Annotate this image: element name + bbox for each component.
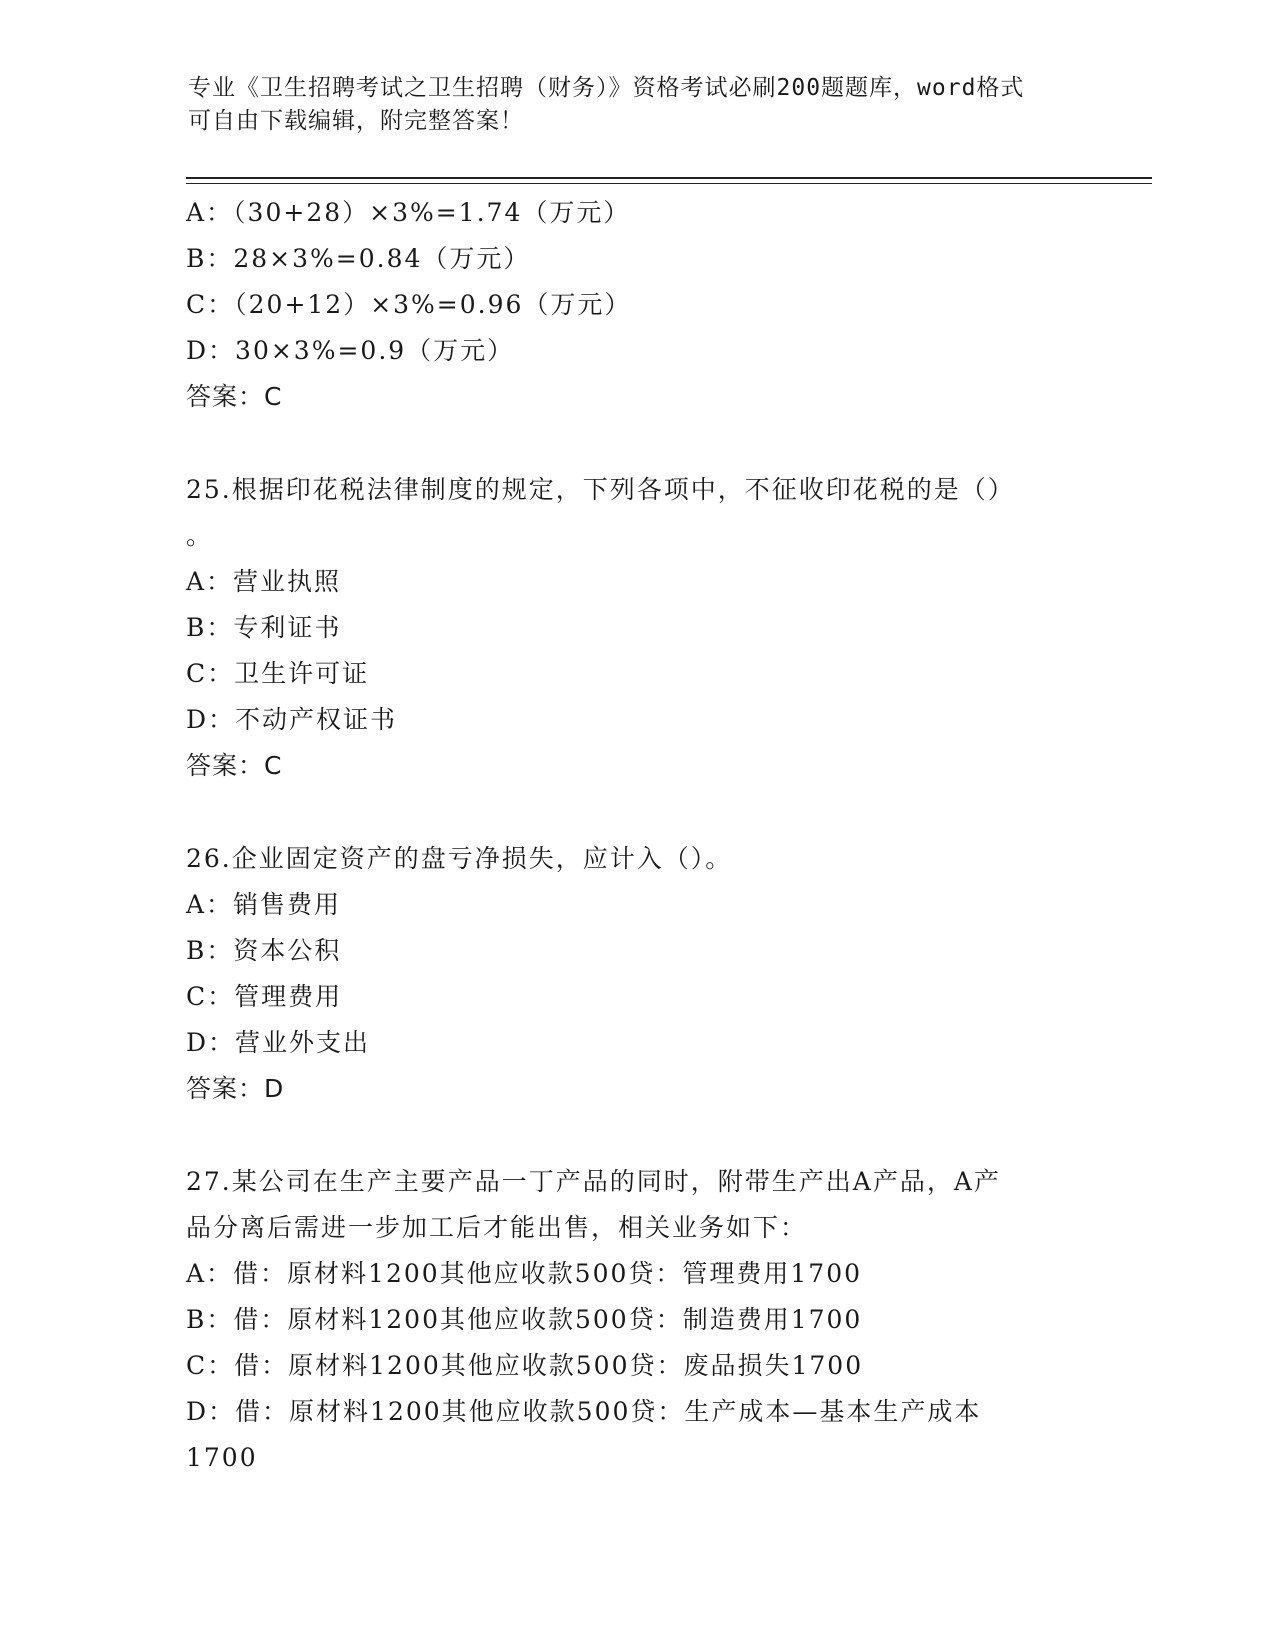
answer-label: 答案：C [186, 382, 283, 411]
option-b: B：资本公积 [186, 936, 342, 965]
answer-label: 答案：D [186, 1074, 285, 1103]
option-d-continued: 1700 [186, 1443, 258, 1472]
option-c: C：管理费用 [186, 982, 343, 1011]
option-c: C：卫生许可证 [186, 659, 370, 688]
header-line-2: 可自由下载编辑，附完整答案！ [188, 108, 524, 134]
question-text: 25.根据印花税法律制度的规定，下列各项中，不征收印花税的是（） [186, 475, 1015, 504]
option-a: A：（30+28）×3%=1.74（万元） [186, 198, 631, 227]
question-text-continued: 。 [186, 521, 214, 550]
answer-label: 答案：C [186, 751, 283, 780]
question-text: 26.企业固定资产的盘亏净损失，应计入（）。 [186, 844, 733, 873]
header-rule-thick [186, 177, 1152, 179]
option-c: C：借：原材料1200其他应收款500贷：废品损失1700 [186, 1351, 864, 1380]
option-d: D：借：原材料1200其他应收款500贷：生产成本—基本生产成本 [186, 1397, 982, 1426]
question-list [186, 190, 1086, 1481]
option-a: A：销售费用 [186, 890, 342, 919]
header-line-1: 专业《卫生招聘考试之卫生招聘（财务）》资格考试必刷200题题库，word格式 [188, 75, 1025, 101]
option-d: D：不动产权证书 [186, 705, 398, 734]
question-text-continued: 品分离后需进一步加工后才能出售，相关业务如下： [186, 1213, 808, 1242]
spacer [186, 789, 1086, 836]
option-a: A：营业执照 [186, 567, 342, 596]
option-d: D：营业外支出 [186, 1028, 371, 1057]
question-24 [186, 190, 1086, 420]
option-b: B：28×3%=0.84（万元） [186, 244, 531, 273]
question-text: 27.某公司在生产主要产品一丁产品的同时，附带生产出A产品，A产 [186, 1167, 1001, 1196]
question-26 [186, 836, 1086, 1112]
question-27 [186, 1159, 1086, 1481]
option-c: C：（20+12）×3%=0.96（万元） [186, 290, 632, 319]
option-b: B：借：原材料1200其他应收款500贷：制造费用1700 [186, 1305, 863, 1334]
document-header [188, 72, 1068, 138]
header-rule-thin [186, 183, 1152, 184]
option-b: B：专利证书 [186, 613, 342, 642]
spacer [186, 1112, 1086, 1159]
option-a: A：借：原材料1200其他应收款500贷：管理费用1700 [186, 1259, 863, 1288]
spacer [186, 420, 1086, 467]
question-25 [186, 467, 1086, 789]
option-d: D：30×3%=0.9（万元） [186, 336, 515, 365]
